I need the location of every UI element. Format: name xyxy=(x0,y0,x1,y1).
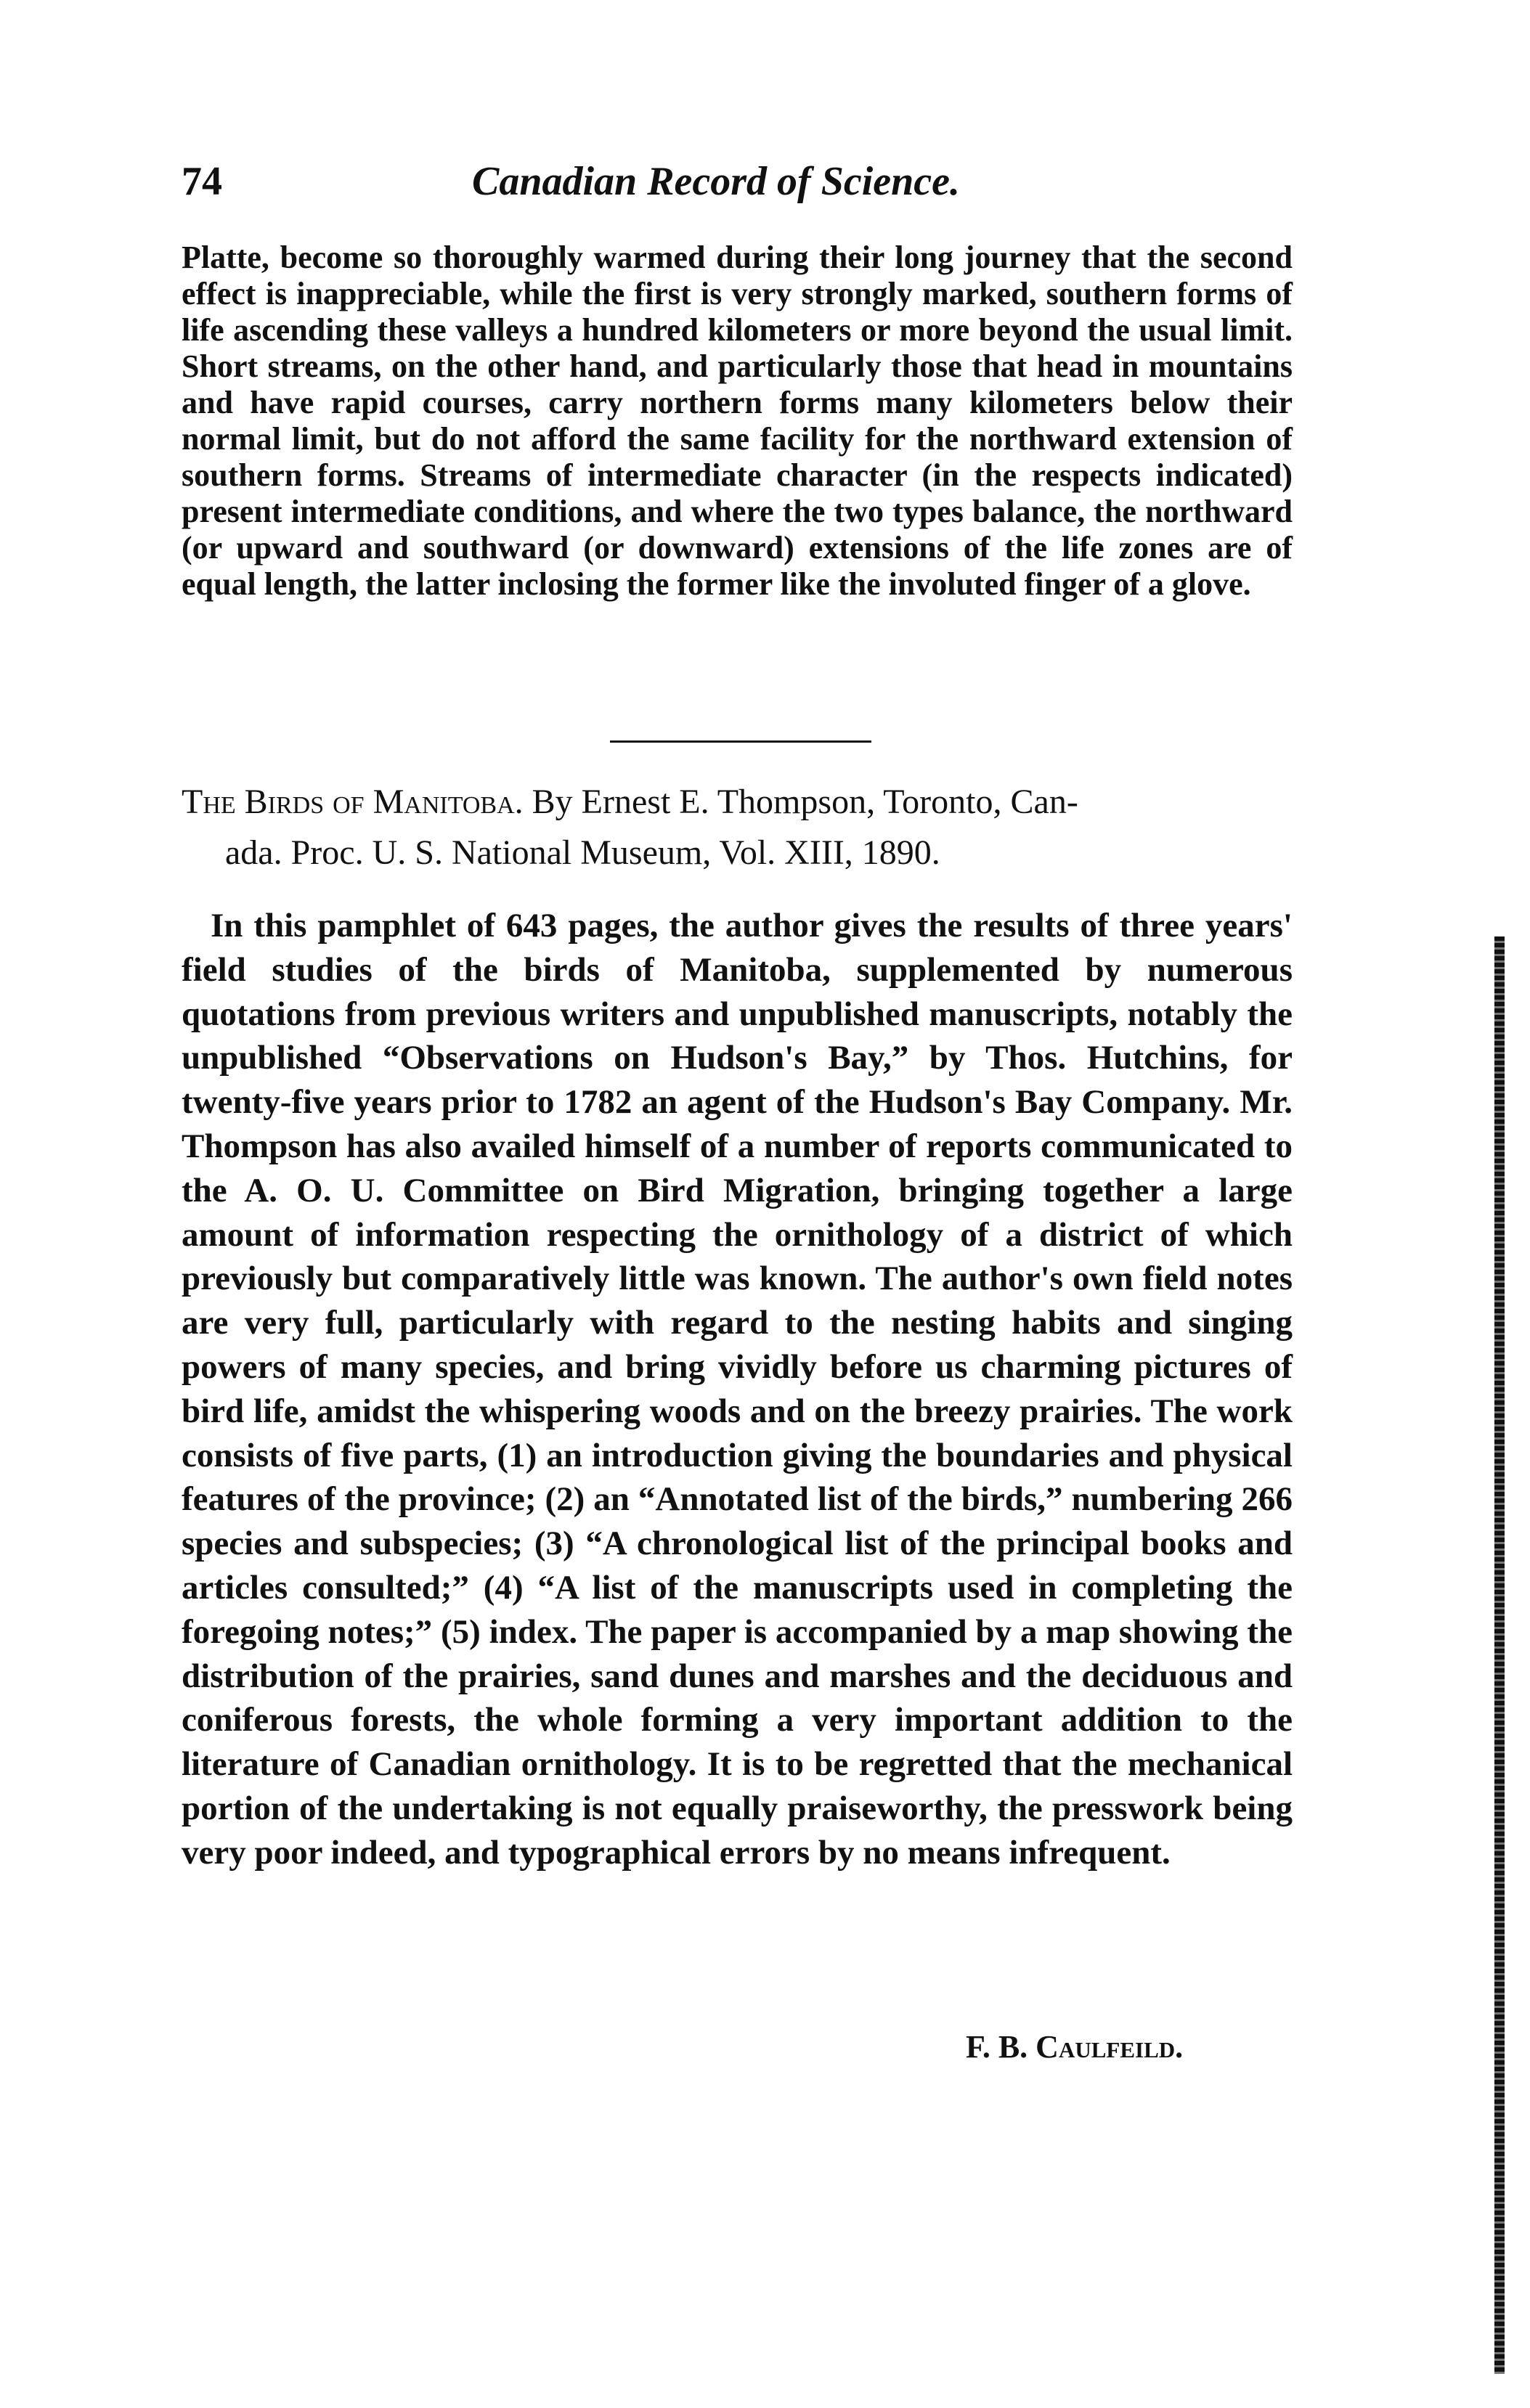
journal-title: Canadian Record of Science. xyxy=(472,159,960,204)
review-citation: ada. Proc. U. S. National Museum, Vol. XIII, 1890. xyxy=(225,833,940,872)
review-body: In this pamphlet of 643 pages, the author gives the results of three years' field studies of the birds of Manitoba, supplemented by numerous quotations from previous writers and unpublished manuscripts, notably the unpublished “Observations on Hudson's Bay,” by Thos. Hutchins, for twenty-five years prior to 1782 an agent of the Hudson's Bay Company. Mr. Thompson has also availed himself of a number of reports communicated to the A. O. U. Committee on Bird Migration, bringing together a large amount of information respecting the ornithology of a district of which previously but comparatively little was known. The author's own field notes are very full, particularly with regard to the nesting habits and singing powers of many species, and bring vividly before us charming pictures of bird life, amidst the whispering woods and on the breezy prairies. The work consists of five parts, (1) an introduction giving the boundaries and physical features of the province; (2) an “Annotated list of the birds,” numbering 266 species and subspecies; (3) “A chronological list of the principal books and articles consulted;” (4) “A list of the manuscripts used in completing the foregoing notes;” (5) index. The paper is accompanied by a map showing the distribution of the prairies, sand dunes and marshes and the deciduous and coniferous forests, the whole forming a very important addition to the literature of Canadian ornithology. It is to be regretted that the mechanical portion of the undertaking is not equally praiseworthy, the presswork being very poor indeed, and typographical errors by no means infrequent. xyxy=(182,907,1293,1872)
running-head xyxy=(182,152,1314,211)
continued-paragraph: Platte, become so thoroughly warmed during their long journey that the second effect is inappreciable, while the first is very strongly marked, southern forms of life ascending these valleys a hundred kilometers or more beyond the usual limit. Short streams, on the other hand, and particularly those that head in mountains and have rapid courses, carry northern forms many kilometers below their normal limit, but do not afford the same facility for the northward extension of southern forms. Streams of intermediate character (in the respects indicated) present intermediate conditions, and where the two types balance, the northward (or upward and southward (or downward) extensions of the life zones are of equal length, the latter inclosing the former like the involuted finger of a glove. xyxy=(182,240,1293,602)
scan-edge-shadow xyxy=(1494,936,1505,2374)
review-title: The Birds of Manitoba. xyxy=(182,783,524,821)
review-byline: By Ernest E. Thompson, Toronto, Can- xyxy=(532,783,1078,821)
review-heading xyxy=(182,777,1293,878)
section-divider xyxy=(610,740,871,743)
review-signature: F. B. Caulfeild. xyxy=(966,2029,1184,2065)
page-number: 74 xyxy=(182,159,222,204)
